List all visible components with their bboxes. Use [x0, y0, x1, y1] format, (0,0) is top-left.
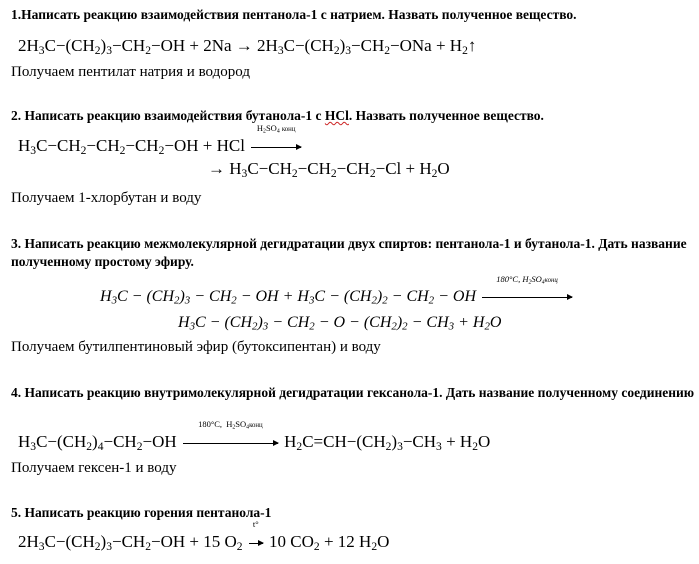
task-3-arrow-shaft [482, 297, 572, 298]
task-2-question-text-a: 2. Написать реакцию взаимодействия бутанола-1 с [11, 108, 325, 123]
task-4-equation [18, 419, 491, 453]
task-2-question-text-b: . Назвать полученное вещество. [348, 108, 544, 123]
task-5-equation-left: $2H_3C-(CH_2)_3-CH_2-OH + 15$ $O_2$ [18, 532, 243, 553]
task-4-question: 4. Написать реакцию внутримолекулярной дегидратации гексанола-1. Дать название полученному соединению [11, 385, 695, 400]
task-4-arrow-condition: 180°C, $H_2SO_4конц$ [198, 419, 263, 431]
task-1-question: 1.Написать реакцию взаимодействия пентанола-1 с натрием. Назвать полученное вещество. [11, 7, 577, 22]
task-4-answer: Получаем гексен-1 и воду [11, 460, 177, 476]
task-2-arrow-condition: $H_2SO_4$ конц [256, 123, 296, 135]
task-1-arrow: → [235, 36, 253, 55]
task-5-arrow-condition: t° [252, 519, 259, 529]
task-2-equation-left: $H_3C-CH_2-CH_2-CH_2-OH$ + HCl [18, 136, 245, 157]
task-4-equation-left: $H_3C-(CH_2)_4-CH_2-OH$ [18, 432, 177, 453]
task-3-question: 3. Написать реакцию межмолекулярной дегидратации двух спиртов: пентанола-1 и бутанола-1. Дать название полученному простому эфиру. [11, 236, 687, 269]
task-3-answer: Получаем бутилпентиновый эфир (бутоксипентан) и воду [11, 339, 381, 355]
task-1-answer: Получаем пентилат натрия и водород [11, 64, 250, 80]
task-3-equation-line-1 [100, 274, 574, 308]
task-1-equation [18, 35, 476, 57]
task-1-equation-left: $2H_3C-(CH_2)_3-CH_2-OH + 2Na$ [18, 36, 232, 57]
task-4-equation-right: $H_2C=CH-(CH_2)_3-CH_3 + H_2O$ [284, 432, 491, 453]
task-2-equation-line-1 [18, 123, 303, 157]
task-5-question: 5. Написать реакцию горения пентанола-1 [11, 505, 272, 520]
task-4-reaction-arrow [181, 419, 280, 453]
task-1-equation-right: $2H_3C-(CH_2)_3-CH_2-ONa$ + $H_2↑$ [257, 36, 477, 57]
task-3-reaction-arrow [480, 274, 574, 308]
task-5-equation-right: 10 $CO_2 + 12$ $H_2O$ [269, 532, 390, 553]
task-2-question-hcl: HCl [324, 108, 349, 123]
task-2-answer: Получаем 1-хлорбутан и воду [11, 190, 202, 206]
task-5-equation [18, 519, 390, 553]
task-2-reaction-arrow [249, 123, 303, 157]
task-5-reaction-arrow [247, 519, 265, 553]
task-4-arrow-shaft [183, 443, 278, 444]
task-5-arrow-shaft [249, 543, 263, 544]
task-2-arrow-shaft [251, 147, 301, 148]
task-2-equation-right: → $H_3C-CH_2-CH_2-CH_2-Cl + H_2O$ [208, 159, 450, 180]
task-3-equation-left: $H_3C - (CH_2)_3 - CH_2$ − OH + $H_3C - (CH_2)_2 - CH_2$ − OH [100, 288, 477, 307]
task-3-equation-line-2: $H_3C - (CH_2)_3 - CH_2 - O - (CH_2)_2 - CH_3 + H_2O$ [178, 314, 502, 333]
task-3-arrow-condition: 180°C, $H_2SO_4конц$ [496, 274, 558, 286]
